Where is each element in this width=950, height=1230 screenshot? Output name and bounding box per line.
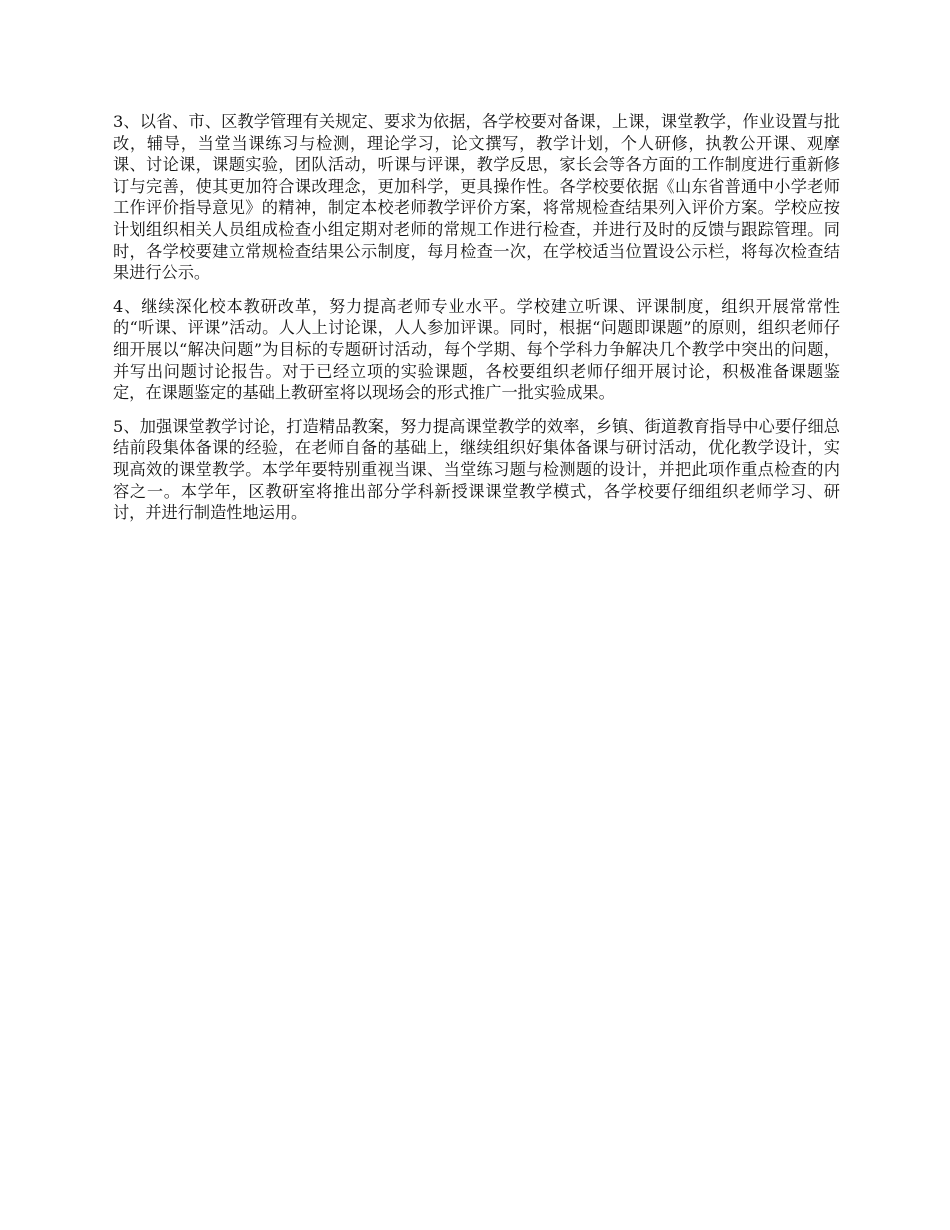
paragraph-item-5: 5、加强课堂教学讨论，打造精品教案，努力提高课堂教学的效率，乡镇、街道教育指导中心要仔细总结前段集体备课的经验，在老师自备的基础上，继续组织好集体备课与研讨活动，优化教学设计，实现高效的课堂教学。本学年要特别重视当课、当堂练习题与检测题的设计，并把此项作重点检查的内容之一。本学年，区教研室将推出部分学科新授课课堂教学模式，各学校要仔细组织老师学习、研讨，并进行制造性地运用。 — [113, 416, 840, 523]
document-body — [113, 111, 840, 536]
paragraph-item-3: 3、以省、市、区教学管理有关规定、要求为依据，各学校要对备课，上课，课堂教学，作业设置与批改，辅导，当堂当课练习与检测，理论学习，论文撰写，教学计划，个人研修，执教公开课、观摩课、讨论课，课题实验，团队活动，听课与评课，教学反思，家长会等各方面的工作制度进行重新修订与完善，使其更加符合课改理念，更加科学，更具操作性。各学校要依据《山东省普通中小学老师工作评价指导意见》的精神，制定本校老师教学评价方案，将常规检查结果列入评价方案。学校应按计划组织相关人员组成检查小组定期对老师的常规工作进行检查，并进行及时的反馈与跟踪管理。同时，各学校要建立常规检查结果公示制度，每月检查一次，在学校适当位置设公示栏，将每次检查结果进行公示。 — [113, 112, 840, 283]
paragraph-item-4: 4、继续深化校本教研改革，努力提高老师专业水平。学校建立听课、评课制度，组织开展常常性的“听课、评课”活动。人人上讨论课，人人参加评课。同时，根据“问题即课题”的原则，组织老师仔细开展以“解决问题”为目标的专题研讨活动，每个学期、每个学科力争解决几个教学中突出的问题，并写出问题讨论报告。对于已经立项的实验课题，各校要组织老师仔细开展讨论，积极准备课题鉴定，在课题鉴定的基础上教研室将以现场会的形式推广一批实验成果。 — [113, 296, 840, 403]
